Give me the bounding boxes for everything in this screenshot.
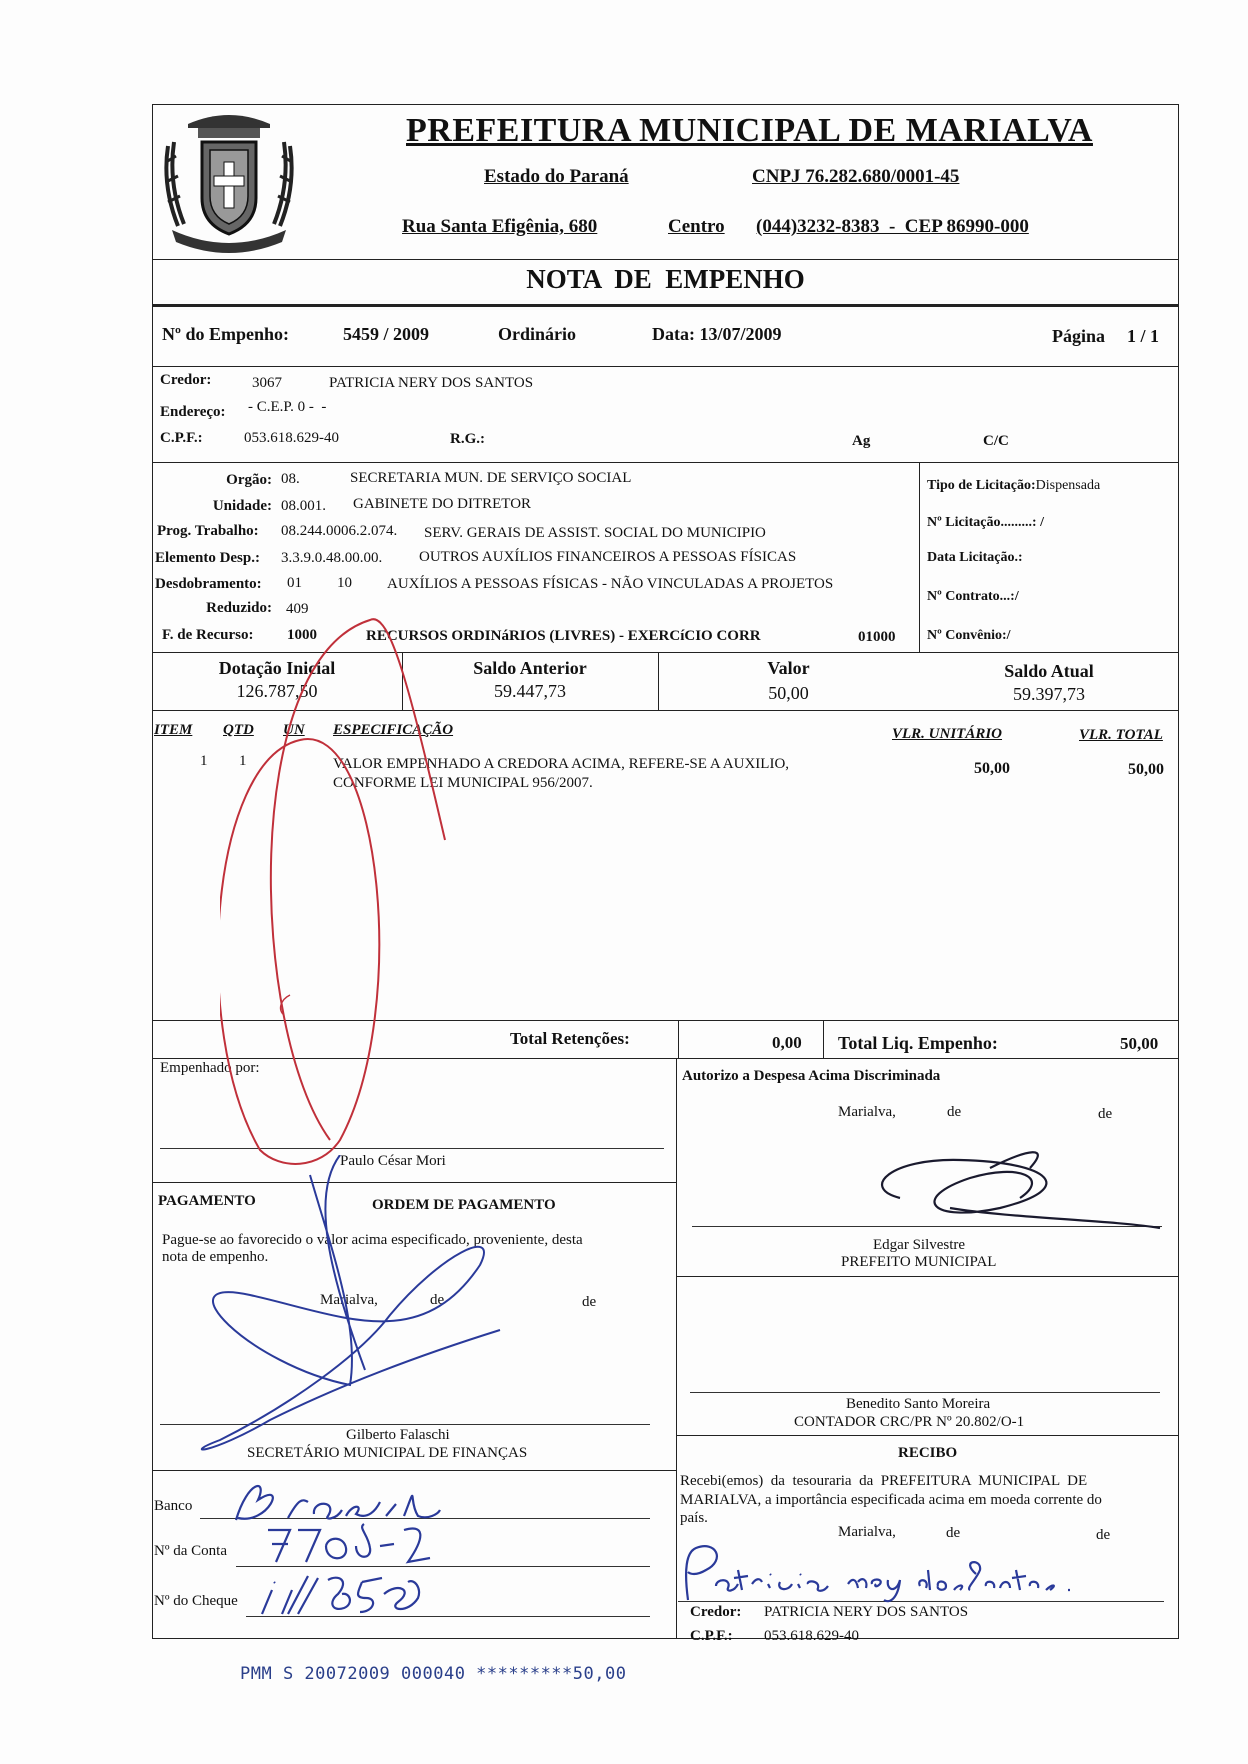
recurso-code: 1000 bbox=[287, 627, 317, 643]
row-item: 1 bbox=[200, 753, 208, 769]
recibo-credor-label: Credor: bbox=[690, 1604, 742, 1620]
header-district: Centro bbox=[668, 216, 725, 237]
elemento-code: 3.3.9.0.48.00.00. bbox=[281, 550, 383, 566]
recibo-texto-1: Recebi(emos) da tesouraria da PREFEITURA MUNICIPAL DE bbox=[680, 1473, 1088, 1489]
row-especificacao-line1: VALOR EMPENHADO A CREDORA ACIMA, REFERE-SE A AUXILIO, bbox=[333, 756, 790, 772]
prog-label: Prog. Trabalho: bbox=[157, 523, 259, 539]
reduzido-label: Reduzido: bbox=[206, 600, 272, 616]
recurso-label: F. de Recurso: bbox=[162, 627, 254, 643]
signature-secretario bbox=[190, 1155, 570, 1465]
empenho-number-label: Nº do Empenho: bbox=[162, 324, 289, 344]
recibo-label: RECIBO bbox=[898, 1445, 958, 1461]
autorizo-label: Autorizo a Despesa Acima Discriminada bbox=[682, 1068, 941, 1084]
licitacao-numero: Nº Licitação.........: / bbox=[927, 515, 1044, 530]
creditor-label: Credor: bbox=[160, 372, 212, 388]
col-qtd: QTD bbox=[223, 722, 254, 738]
total-retencoes-value: 0,00 bbox=[772, 1033, 802, 1052]
address-label: Endereço: bbox=[160, 404, 226, 420]
col-vlr-unitario: VLR. UNITÁRIO bbox=[892, 726, 1003, 742]
unidade-code: 08.001. bbox=[281, 498, 326, 514]
desdobramento-label: Desdobramento: bbox=[155, 576, 262, 592]
dotacao-label: Dotação Inicial bbox=[218, 658, 336, 678]
handwritten-conta bbox=[264, 1522, 434, 1568]
row-vlr-unitario: 50,00 bbox=[974, 760, 1010, 777]
autenticacao-mecanica: PMM S 20072009 000040 *********50,00 bbox=[240, 1664, 627, 1684]
orgao-code: 08. bbox=[281, 471, 300, 487]
page-number: 1 / 1 bbox=[1127, 326, 1160, 346]
document-title: NOTA DE EMPENHO bbox=[526, 264, 805, 294]
pagamento-texto-1: Pague-se ao favorecido o valor acima especificado, proveniente, desta bbox=[162, 1232, 583, 1248]
unidade-value: GABINETE DO DITRETOR bbox=[353, 496, 532, 512]
cpf-label: C.P.F.: bbox=[160, 430, 203, 446]
total-liquido-label: Total Liq. Empenho: bbox=[838, 1033, 998, 1053]
header-cnpj: CNPJ 76.282.680/0001-45 bbox=[752, 166, 960, 187]
pagamento-cargo: SECRETÁRIO MUNICIPAL DE FINANÇAS bbox=[247, 1445, 528, 1461]
valor-label: Valor bbox=[767, 658, 810, 678]
col-vlr-total: VLR. TOTAL bbox=[1079, 727, 1163, 743]
licitacao-tipo-label: Tipo de Licitação: bbox=[927, 478, 1036, 493]
valor-value: 50,00 bbox=[768, 683, 809, 703]
saldo-atual-value: 59.397,73 bbox=[1013, 684, 1085, 704]
contrato-numero: Nº Contrato...:/ bbox=[927, 589, 1019, 604]
cheque-label: Nº do Cheque bbox=[154, 1593, 238, 1609]
unidade-label: Unidade: bbox=[212, 498, 272, 514]
empenho-type: Ordinário bbox=[498, 324, 577, 344]
total-liquido-value: 50,00 bbox=[1120, 1034, 1159, 1053]
rg-label: R.G.: bbox=[450, 431, 485, 447]
desdobramento-code-b: 10 bbox=[337, 575, 352, 591]
recibo-de-2: de bbox=[1096, 1527, 1111, 1543]
saldo-anterior-value: 59.447,73 bbox=[494, 681, 566, 701]
dotacao-value: 126.787,50 bbox=[236, 681, 318, 701]
address-value: - C.E.P. 0 - - bbox=[248, 399, 327, 415]
desdobramento-code-a: 01 bbox=[287, 575, 302, 591]
cpf-value: 053.618.629-40 bbox=[244, 430, 339, 446]
page-title: PREFEITURA MUNICIPAL DE MARIALVA bbox=[406, 112, 1093, 149]
header-street: Rua Santa Efigênia, 680 bbox=[402, 216, 598, 237]
orgao-label: Orgão: bbox=[226, 472, 272, 488]
licitacao-tipo bbox=[927, 478, 1100, 494]
autorizo-cargo: PREFEITO MUNICIPAL bbox=[841, 1254, 997, 1270]
saldo-anterior-label: Saldo Anterior bbox=[473, 658, 587, 678]
row-vlr-total: 50,00 bbox=[1128, 761, 1164, 778]
desdobramento-value: AUXÍLIOS A PESSOAS FÍSICAS - NÃO VINCULADAS A PROJETOS bbox=[387, 576, 834, 592]
saldo-atual-label: Saldo Atual bbox=[1004, 661, 1094, 681]
recibo-de-1: de bbox=[946, 1525, 961, 1541]
header-phone-cep: (044)3232-8383 - CEP 86990-000 bbox=[756, 216, 1029, 237]
total-retencoes-label: Total Retenções: bbox=[510, 1029, 630, 1048]
handwritten-banco bbox=[228, 1470, 448, 1530]
recibo-texto-2: MARIALVA, a importância especificada acima em moeda corrente do bbox=[680, 1492, 1102, 1508]
row-especificacao-line2: CONFORME LEI MUNICIPAL 956/2007. bbox=[333, 775, 593, 791]
col-item: ITEM bbox=[154, 722, 193, 738]
recibo-cpf: 053.618.629-40 bbox=[764, 1628, 859, 1644]
page-label: Página bbox=[1052, 326, 1106, 346]
elemento-label: Elemento Desp.: bbox=[155, 550, 260, 566]
ag-label: Ag bbox=[852, 433, 871, 449]
prog-code: 08.244.0006.2.074. bbox=[281, 523, 398, 539]
pagamento-texto-2: nota de empenho. bbox=[162, 1249, 269, 1265]
creditor-code: 3067 bbox=[252, 375, 282, 391]
autorizo-nome: Edgar Silvestre bbox=[873, 1237, 966, 1253]
red-pen-marks bbox=[220, 610, 460, 1170]
autorizo-de-1: de bbox=[947, 1104, 962, 1120]
reduzido-value: 409 bbox=[286, 601, 309, 617]
recurso-number: 01000 bbox=[858, 629, 896, 645]
pagamento-label: PAGAMENTO bbox=[158, 1193, 256, 1209]
col-un: UN bbox=[283, 722, 305, 738]
banco-label: Banco bbox=[154, 1498, 193, 1514]
recibo-cpf-label: C.P.F.: bbox=[690, 1628, 733, 1644]
signature-credor bbox=[676, 1540, 1096, 1604]
ordem-pagamento-label: ORDEM DE PAGAMENTO bbox=[372, 1197, 556, 1213]
empenhado-nome: Paulo César Mori bbox=[340, 1153, 446, 1169]
col-especificacao: ESPECIFICAÇÃO bbox=[333, 722, 454, 738]
autorizo-local: Marialva, bbox=[838, 1104, 896, 1120]
pagamento-local: Marialva, bbox=[320, 1292, 378, 1308]
convenio-numero: Nº Convênio:/ bbox=[927, 628, 1011, 643]
handwritten-cheque bbox=[258, 1568, 428, 1620]
conta-label: Nº da Conta bbox=[154, 1543, 227, 1559]
contador-cargo: CONTADOR CRC/PR Nº 20.802/O-1 bbox=[794, 1414, 1025, 1430]
creditor-name: PATRICIA NERY DOS SANTOS bbox=[329, 375, 534, 391]
contador-nome: Benedito Santo Moreira bbox=[846, 1396, 991, 1412]
elemento-value: OUTROS AUXÍLIOS FINANCEIROS A PESSOAS FÍSICAS bbox=[419, 549, 797, 565]
recibo-texto-3: país. bbox=[680, 1510, 708, 1526]
empenho-number: 5459 / 2009 bbox=[343, 324, 430, 344]
autorizo-de-2: de bbox=[1098, 1106, 1113, 1122]
signature-prefeito bbox=[850, 1138, 1170, 1238]
pagamento-de-1: de bbox=[430, 1292, 445, 1308]
recibo-credor: PATRICIA NERY DOS SANTOS bbox=[764, 1604, 969, 1620]
empenho-date: Data: 13/07/2009 bbox=[652, 324, 782, 344]
pagamento-de-2: de bbox=[582, 1294, 597, 1310]
cc-label: C/C bbox=[983, 433, 1009, 449]
licitacao-tipo-value: Dispensada bbox=[1035, 478, 1101, 493]
recibo-local: Marialva, bbox=[838, 1524, 896, 1540]
licitacao-data: Data Licitação.: bbox=[927, 550, 1023, 565]
pagamento-nome: Gilberto Falaschi bbox=[346, 1427, 450, 1443]
recurso-value: RECURSOS ORDINáRIOS (LIVRES) - EXERCíCIO CORR bbox=[366, 628, 761, 644]
row-qtd: 1 bbox=[239, 753, 247, 769]
header-state: Estado do Paraná bbox=[484, 166, 629, 187]
prog-value: SERV. GERAIS DE ASSIST. SOCIAL DO MUNICIPIO bbox=[424, 525, 766, 541]
empenhado-label: Empenhado por: bbox=[160, 1060, 260, 1076]
orgao-value: SECRETARIA MUN. DE SERVIÇO SOCIAL bbox=[350, 470, 632, 486]
